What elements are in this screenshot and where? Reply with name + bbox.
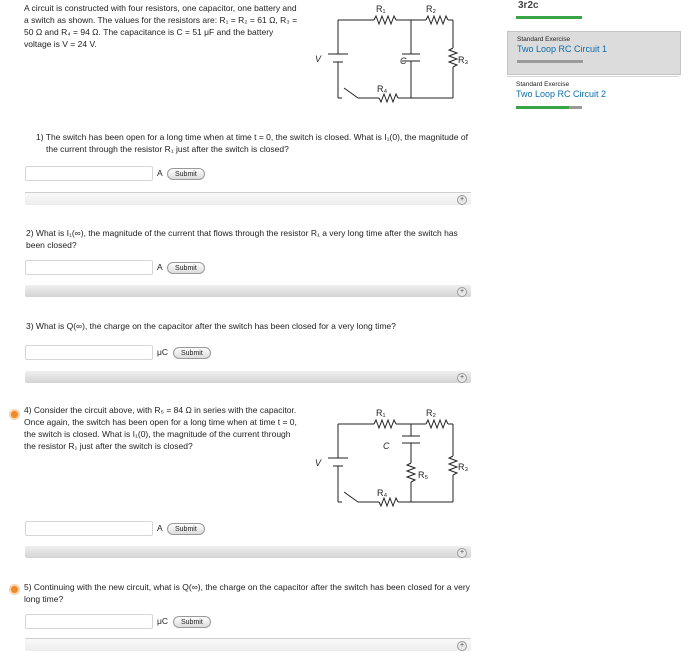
question-3-text: 3) What is Q(∞), the charge on the capacitor after the switch has been closed for a very long time? [26,321,396,331]
answer-input-2[interactable] [25,260,153,275]
sidebar-item-exercise-2[interactable] [507,76,679,117]
hint-bar-5[interactable] [25,639,471,651]
r1-label: R₁ [376,408,386,418]
v-label: V [315,458,322,468]
progress-bar [516,106,582,109]
answer-row-2 [25,260,225,276]
unit-label-4: A [157,523,163,533]
submit-button-4[interactable]: Submit [167,523,205,535]
unit-label-1: A [157,168,163,178]
hint-bar-4[interactable] [25,546,471,558]
expand-icon[interactable]: + [457,287,467,297]
expand-icon[interactable]: + [457,641,467,651]
question-1-text: 1) The switch has been open for a long time when at time t = 0, the switch is closed. What is I₁(0), the magnitude of the current through the resistor R₁ just after the switch is closed? [36,132,468,154]
hint-bar-2[interactable] [25,285,471,297]
answer-input-1[interactable] [25,166,153,181]
r4-label: R₄ [377,84,388,94]
answer-input-4[interactable] [25,521,153,536]
circuit-diagram-1 [306,4,476,104]
answer-row-5 [25,614,245,630]
question-5-text: 5) Continuing with the new circuit, what is Q(∞), the charge on the capacitor after the switch has been closed for a very long time? [24,582,470,604]
exercise-link[interactable]: Two Loop RC Circuit 1 [517,44,608,54]
r2-label: R₂ [426,408,436,418]
hint-bar-1[interactable] [25,193,471,205]
question-2-text: 2) What is I₁(∞), the magnitude of the current that flows through the resistor R₁ a very long time after the switch has been closed? [26,228,458,250]
r3-label: R₃ [458,462,469,472]
progress-bar [517,60,583,63]
question-4-text: 4) Consider the circuit above, with R₅ = 84 Ω in series with the capacitor. Once again, the switch has been open for a long time when at time t = 0, the switch is closed. What is I₁(0), the magnitude of the current through the resistor R₁ just after the switch is closed? [24,405,297,451]
expand-icon[interactable]: + [457,548,467,558]
r4-label: R₄ [377,488,388,498]
c-label: C [400,56,407,66]
hint-bar-3[interactable] [25,371,471,383]
submit-button-1[interactable]: Submit [167,168,205,180]
r5-label: R₅ [418,470,429,480]
answer-row-1 [25,166,225,182]
submit-button-2[interactable]: Submit [167,262,205,274]
exercise-link[interactable]: Two Loop RC Circuit 2 [516,89,607,99]
sidebar-item-exercise-1[interactable] [507,31,681,75]
exercise-type-label: Standard Exercise [516,81,570,88]
r3-label: R₃ [458,55,469,65]
circuit-diagram-2 [306,408,476,508]
r2-label: R₂ [426,4,436,14]
attempt-status-icon [9,409,20,420]
expand-icon[interactable]: + [457,195,467,205]
progress-bar [516,16,582,19]
answer-row-3 [25,345,245,361]
unit-label-3: μC [157,347,169,357]
sidebar-title: 3r2c [518,0,539,11]
submit-button-5[interactable]: Submit [173,616,211,628]
expand-icon[interactable]: + [457,373,467,383]
answer-row-4 [25,521,225,537]
c-label: C [383,441,390,451]
v-label: V [315,54,322,64]
answer-input-3[interactable] [25,345,153,360]
r1-label: R₁ [376,4,386,14]
attempt-status-icon [9,584,20,595]
exercise-type-label: Standard Exercise [517,36,571,43]
unit-label-5: μC [157,616,169,626]
answer-input-5[interactable] [25,614,153,629]
problem-intro: A circuit is constructed with four resistors, one capacitor, one battery and a switch as shown. The values for the resistors are: R₁ = R₂ = 61 Ω, R₃ = 50 Ω and R₄ = 94 Ω. The capacitance is C = 51 μF and the battery voltage is V = 24 V. [24,3,298,49]
unit-label-2: A [157,262,163,272]
submit-button-3[interactable]: Submit [173,347,211,359]
